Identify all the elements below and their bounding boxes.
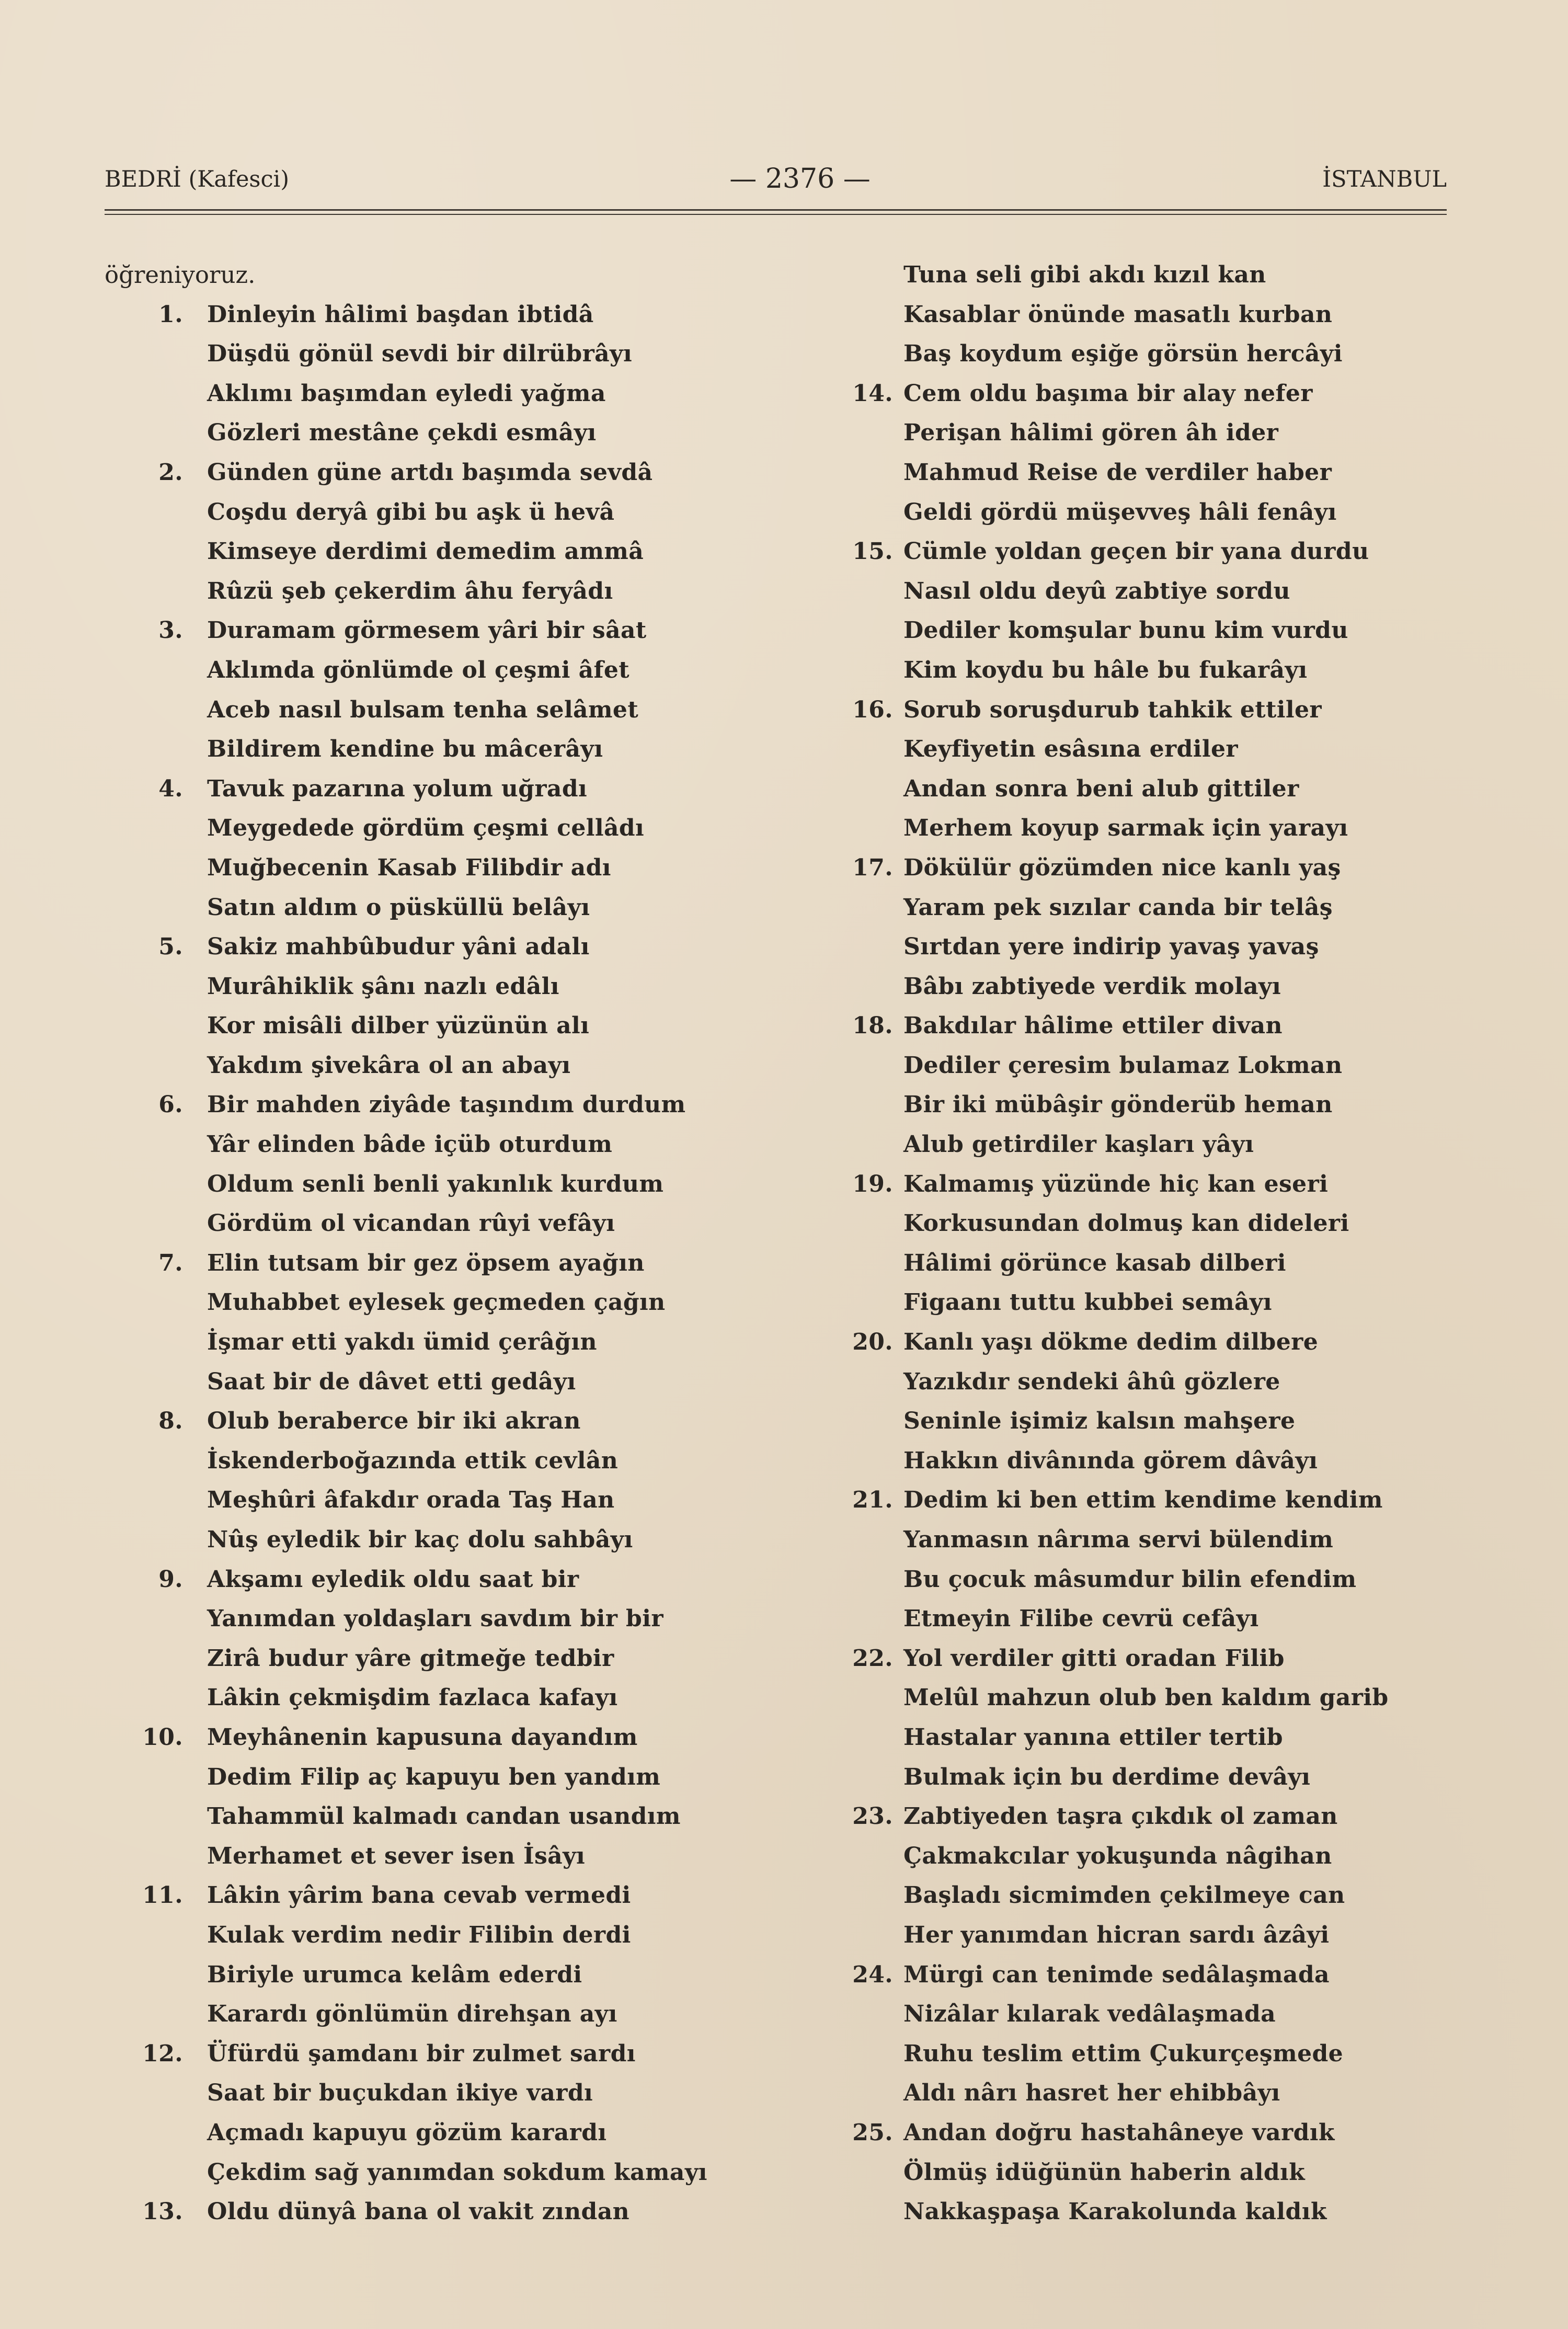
verse-line xyxy=(830,808,1473,848)
verse-line xyxy=(105,1046,800,1086)
stanza-number: 11. xyxy=(142,1882,183,1909)
verse-text: Kulak verdim nedir Filibin derdi xyxy=(207,1921,631,1948)
stanza-number: 6. xyxy=(158,1091,183,1118)
verse-text: Aldı nârı hasret her ehibbâyı xyxy=(903,2080,1280,2107)
verse-line xyxy=(830,729,1473,769)
verse-line xyxy=(830,1480,1473,1520)
stanza xyxy=(830,690,1473,848)
verse-line xyxy=(830,1401,1473,1441)
stanza-number: 10. xyxy=(142,1723,183,1751)
stanza xyxy=(105,769,800,927)
verse-text: Lâkin yârim bana cevab vermedi xyxy=(207,1882,631,1909)
verse-text: Lâkin çekmişdim fazlaca kafayı xyxy=(207,1684,618,1711)
verse-text: Kanlı yaşı dökme dedim dilbere xyxy=(903,1329,1319,1356)
verse-text: Coşdu deryâ gibi bu aşk ü hevâ xyxy=(207,498,615,526)
verse-line xyxy=(830,1441,1473,1481)
verse-text: Dedim Filip aç kapuyu ben yandım xyxy=(207,1763,661,1790)
verse-line xyxy=(830,1125,1473,1164)
verse-line xyxy=(830,255,1473,295)
verse-line xyxy=(830,295,1473,335)
verse-line xyxy=(105,1520,800,1560)
verse-line xyxy=(105,1560,800,1600)
verse-line xyxy=(105,2153,800,2193)
verse-line xyxy=(105,888,800,928)
verse-text: Her yanımdan hicran sardı âzâyi xyxy=(903,1921,1330,1948)
verse-text: Zabtiyeden taşra çıkdık ol zaman xyxy=(903,1803,1338,1830)
verse-line xyxy=(830,1876,1473,1915)
verse-text: Bâbı zabtiyede verdik molayı xyxy=(903,973,1281,1000)
verse-line xyxy=(830,848,1473,888)
stanza xyxy=(830,1164,1473,1322)
verse-line xyxy=(830,2113,1473,2153)
verse-text: Çakmakcılar yokuşunda nâgihan xyxy=(903,1842,1332,1869)
verse-text: Gözleri mestâne çekdi esmâyı xyxy=(207,419,597,447)
verse-text: Rûzü şeb çekerdim âhu feryâdı xyxy=(207,577,613,604)
verse-text: Kasablar önünde masatlı kurban xyxy=(903,301,1333,328)
verse-line xyxy=(830,532,1473,572)
verse-text: Andan doğru hastahâneye vardık xyxy=(903,2119,1335,2146)
verse-line xyxy=(105,1204,800,1243)
verse-line xyxy=(105,1243,800,1283)
verse-text: Nizâlar kılarak vedâlaşmada xyxy=(903,2001,1276,2028)
stanza xyxy=(105,611,800,769)
stanza xyxy=(830,1955,1473,2113)
stanza xyxy=(105,1560,800,1718)
verse-line xyxy=(105,1322,800,1362)
verse-line xyxy=(105,1797,800,1836)
stanza-number: 13. xyxy=(142,2198,183,2225)
stanza-number: 4. xyxy=(158,775,183,802)
verse-text: Bu çocuk mâsumdur bilin efendim xyxy=(903,1566,1357,1593)
verse-text: Seninle işimiz kalsın mahşere xyxy=(903,1408,1296,1435)
verse-line xyxy=(105,2034,800,2074)
verse-line xyxy=(830,650,1473,690)
verse-text: Etmeyin Filibe cevrü cefâyı xyxy=(903,1605,1259,1632)
stanza xyxy=(830,2113,1473,2232)
verse-line xyxy=(830,927,1473,967)
verse-line xyxy=(830,334,1473,374)
verse-line xyxy=(830,1046,1473,1086)
verse-line xyxy=(830,611,1473,650)
stanza xyxy=(830,374,1473,532)
verse-text: Oldum senli benli yakınlık kurdum xyxy=(207,1170,664,1197)
verse-text: Biriyle urumca kelâm ederdi xyxy=(207,1961,582,1988)
verse-line xyxy=(830,967,1473,1007)
verse-text: Dediler çeresim bulamaz Lokman xyxy=(903,1052,1343,1079)
verse-line xyxy=(105,532,800,572)
verse-line xyxy=(105,1480,800,1520)
stanza-number: 12. xyxy=(142,2040,183,2067)
stanza xyxy=(830,1639,1473,1797)
stanza-number: 22. xyxy=(852,1645,893,1672)
stanza-number: 15. xyxy=(852,538,893,565)
stanza-number: 7. xyxy=(158,1249,183,1276)
verse-line xyxy=(105,1994,800,2034)
stanza-number: 3. xyxy=(158,617,183,644)
verse-text: Bir mahden ziyâde taşındım durdum xyxy=(207,1091,686,1118)
verse-line xyxy=(105,2113,800,2153)
verse-line xyxy=(105,1639,800,1679)
stanza-number: 9. xyxy=(158,1566,183,1593)
verse-text: Tavuk pazarına yolum uğradı xyxy=(207,775,588,802)
verse-line xyxy=(830,888,1473,928)
verse-text: Merhamet et sever isen İsâyı xyxy=(207,1842,586,1869)
verse-text: Murâhiklik şânı nazlı edâlı xyxy=(207,973,559,1000)
verse-line xyxy=(830,1955,1473,1995)
verse-line xyxy=(830,2073,1473,2113)
verse-text: Yazıkdır sendeki âhû gözlere xyxy=(903,1368,1280,1395)
verse-text: Aklımda gönlümde ol çeşmi âfet xyxy=(207,656,630,683)
verse-text: Dinleyin hâlimi başdan ibtidâ xyxy=(207,301,594,328)
verse-line xyxy=(830,1006,1473,1046)
verse-text: Bildirem kendine bu mâcerâyı xyxy=(207,736,603,763)
stanza xyxy=(105,927,800,1085)
verse-line xyxy=(830,1560,1473,1600)
verse-line xyxy=(830,1639,1473,1679)
verse-line xyxy=(830,1757,1473,1797)
verse-line xyxy=(105,1283,800,1322)
verse-line xyxy=(830,572,1473,611)
verse-text: Yanmasın nârıma servi bülendim xyxy=(903,1526,1334,1553)
verse-line xyxy=(830,1599,1473,1639)
verse-text: Mürgi can tenimde sedâlaşmada xyxy=(903,1961,1330,1988)
verse-text: Yol verdiler gitti oradan Filib xyxy=(903,1645,1285,1672)
verse-line xyxy=(830,1678,1473,1718)
verse-line xyxy=(830,690,1473,730)
stanza-number: 18. xyxy=(852,1012,893,1040)
stanza xyxy=(830,1006,1473,1164)
stanza-number: 19. xyxy=(852,1170,893,1197)
verse-text: Meygedede gördüm çeşmi cellâdı xyxy=(207,815,645,842)
verse-text: Karardı gönlümün direhşan ayı xyxy=(207,2001,617,2028)
verse-line xyxy=(830,1994,1473,2034)
verse-line xyxy=(105,1876,800,1915)
verse-text: Perişan hâlimi gören âh ider xyxy=(903,419,1279,447)
verse-text: Meşhûri âfakdır orada Taş Han xyxy=(207,1487,615,1514)
stanza xyxy=(830,1797,1473,1955)
verse-line xyxy=(105,690,800,730)
verse-line xyxy=(830,2034,1473,2074)
verse-line xyxy=(105,848,800,888)
stanza xyxy=(830,532,1473,690)
stanza xyxy=(105,1085,800,1243)
verse-text: Elin tutsam bir gez öpsem ayağın xyxy=(207,1249,645,1276)
verse-line xyxy=(105,2073,800,2113)
verse-text: Hastalar yanına ettiler tertib xyxy=(903,1723,1283,1751)
verse-line xyxy=(105,1757,800,1797)
verse-line xyxy=(105,334,800,374)
stanza-number: 21. xyxy=(852,1487,893,1514)
verse-text: Başladı sicmimden çekilmeye can xyxy=(903,1882,1345,1909)
verse-text: İskenderboğazında ettik cevlân xyxy=(207,1447,619,1474)
verse-text: Gördüm ol vicandan rûyi vefâyı xyxy=(207,1210,615,1237)
verse-line xyxy=(830,413,1473,453)
verse-text: Yanımdan yoldaşları savdım bir bir xyxy=(207,1605,663,1632)
verse-text: Yâr elinden bâde içüb oturdum xyxy=(207,1131,613,1158)
verse-text: Nûş eyledik bir kaç dolu sahbâyı xyxy=(207,1526,633,1553)
right-column xyxy=(830,255,1473,2232)
verse-line xyxy=(105,413,800,453)
stanza-number: 24. xyxy=(852,1961,893,1988)
verse-text: Satın aldım o püsküllü belâyı xyxy=(207,894,590,921)
verse-text: Hakkın divânında görem dâvâyı xyxy=(903,1447,1318,1474)
verse-line xyxy=(105,769,800,809)
verse-text: İşmar etti yakdı ümid çerâğın xyxy=(207,1329,597,1356)
verse-text: Kalmamış yüzünde hiç kan eseri xyxy=(903,1170,1329,1197)
stanza xyxy=(830,1322,1473,1480)
verse-text: Bir iki mübâşir gönderüb heman xyxy=(903,1091,1333,1118)
verse-line xyxy=(105,611,800,650)
verse-text: Kim koydu bu hâle bu fukarâyı xyxy=(903,656,1308,683)
verse-line xyxy=(105,572,800,611)
verse-text: Merhem koyup sarmak için yarayı xyxy=(903,815,1348,842)
stanza xyxy=(105,295,800,453)
verse-text: Bakdılar hâlime ettiler divan xyxy=(903,1012,1283,1040)
stanza-number: 2. xyxy=(158,459,183,486)
verse-text: Keyfiyetin esâsına erdiler xyxy=(903,736,1238,763)
verse-line xyxy=(105,808,800,848)
stanza-number: 5. xyxy=(158,933,183,961)
verse-line xyxy=(105,1836,800,1876)
verse-text: Oldu dünyâ bana ol vakit zından xyxy=(207,2198,630,2225)
stanza xyxy=(830,1480,1473,1638)
verse-text: Sırtdan yere indirip yavaş yavaş xyxy=(903,933,1319,961)
verse-line xyxy=(105,1599,800,1639)
verse-text: Ölmüş idüğünün haberin aldık xyxy=(903,2159,1306,2186)
verse-line xyxy=(830,1204,1473,1243)
verse-line xyxy=(830,2153,1473,2193)
verse-line xyxy=(830,2192,1473,2232)
stanza-number: 20. xyxy=(852,1329,893,1356)
verse-line xyxy=(105,1915,800,1955)
verse-text: Akşamı eyledik oldu saat bir xyxy=(207,1566,579,1593)
verse-line xyxy=(830,1520,1473,1560)
verse-line xyxy=(105,295,800,335)
verse-line xyxy=(830,1164,1473,1204)
stanza-number: 25. xyxy=(852,2119,893,2146)
verse-line xyxy=(830,769,1473,809)
verse-line xyxy=(830,1362,1473,1402)
verse-line xyxy=(830,1283,1473,1322)
verse-text: Bulmak için bu derdime devâyı xyxy=(903,1763,1311,1790)
verse-text: Günden güne artdı başımda sevdâ xyxy=(207,459,653,486)
verse-line xyxy=(830,1085,1473,1125)
stanza xyxy=(105,1243,800,1401)
verse-line xyxy=(830,453,1473,493)
running-header-author: BEDRİ (Kafesci) xyxy=(105,166,290,192)
verse-text: Muhabbet eylesek geçmeden çağın xyxy=(207,1289,666,1316)
verse-line xyxy=(830,493,1473,532)
verse-text: Alub getirdiler kaşları yâyı xyxy=(903,1131,1254,1158)
verse-text: Açmadı kapuyu gözüm karardı xyxy=(207,2119,607,2146)
verse-text: Olub beraberce bir iki akran xyxy=(207,1408,581,1435)
verse-text: Dediler komşular bunu kim vurdu xyxy=(903,617,1348,644)
verse-text: Mahmud Reise de verdiler haber xyxy=(903,459,1332,486)
verse-text: Tuna seli gibi akdı kızıl kan xyxy=(903,261,1266,288)
stanza xyxy=(105,1876,800,2034)
stanza xyxy=(105,453,800,611)
header-rule xyxy=(105,209,1447,215)
verse-line xyxy=(105,1955,800,1995)
verse-text: Korkusundan dolmuş kan dideleri xyxy=(903,1210,1349,1237)
verse-text: Saat bir de dâvet etti gedâyı xyxy=(207,1368,576,1395)
verse-text: Baş koydum eşiğe görsün hercâyi xyxy=(903,340,1343,368)
verse-line xyxy=(105,2192,800,2232)
verse-text: Duramam görmesem yâri bir sâat xyxy=(207,617,647,644)
verse-line xyxy=(105,1362,800,1402)
verse-text: Muğbecenin Kasab Filibdir adı xyxy=(207,854,611,881)
verse-text: Aklımı başımdan eyledi yağma xyxy=(207,380,606,407)
stanza-number: 8. xyxy=(158,1408,183,1435)
verse-line xyxy=(105,1125,800,1164)
verse-text: Ruhu teslim ettim Çukurçeşmede xyxy=(903,2040,1344,2067)
verse-text: Geldi gördü müşevveş hâli fenâyı xyxy=(903,498,1337,526)
stanza-number: 14. xyxy=(852,380,893,407)
verse-text: Meyhânenin kapusuna dayandım xyxy=(207,1723,638,1751)
verse-text: Sakiz mahbûbudur yâni adalı xyxy=(207,933,590,961)
verse-line xyxy=(105,453,800,493)
verse-text: Hâlimi görünce kasab dilberi xyxy=(903,1249,1286,1276)
stanza-number: 23. xyxy=(852,1803,893,1830)
verse-line xyxy=(105,967,800,1007)
verse-line xyxy=(105,374,800,414)
stanza xyxy=(105,2034,800,2192)
verse-line xyxy=(830,1718,1473,1757)
verse-text: Aceb nasıl bulsam tenha selâmet xyxy=(207,696,639,723)
verse-text: Dedim ki ben ettim kendime kendim xyxy=(903,1487,1383,1514)
verse-text: Düşdü gönül sevdi bir dilrübrâyı xyxy=(207,340,633,368)
left-column xyxy=(105,255,800,2232)
running-header-place: İSTANBUL xyxy=(1322,166,1447,192)
stanza-number: 1. xyxy=(158,301,183,328)
verse-text: Cem oldu başıma bir alay nefer xyxy=(903,380,1313,407)
verse-line xyxy=(105,1718,800,1757)
verse-text: Figaanı tuttu kubbei semâyı xyxy=(903,1289,1272,1316)
verse-line xyxy=(105,1678,800,1718)
stanza xyxy=(105,2192,800,2232)
verse-line xyxy=(105,1085,800,1125)
verse-line xyxy=(830,1322,1473,1362)
stanza-number: 16. xyxy=(852,696,893,723)
verse-text: Yakdım şivekâra ol an abayı xyxy=(207,1052,571,1079)
verse-line xyxy=(105,927,800,967)
verse-text: Üfürdü şamdanı bir zulmet sardı xyxy=(207,2040,636,2067)
stanza xyxy=(105,1718,800,1876)
verse-line xyxy=(105,1441,800,1481)
verse-line xyxy=(105,729,800,769)
verse-text: Nakkaşpaşa Karakolunda kaldık xyxy=(903,2198,1327,2225)
lead-text: öğreniyoruz. xyxy=(105,261,256,289)
verse-line xyxy=(830,1243,1473,1283)
verse-line xyxy=(830,1836,1473,1876)
page-number: — 2376 — xyxy=(729,163,871,195)
verse-line xyxy=(105,1401,800,1441)
verse-text: Çekdim sağ yanımdan sokdum kamayı xyxy=(207,2159,707,2186)
verse-text: Yaram pek sızılar canda bir telâş xyxy=(903,894,1333,921)
verse-line xyxy=(830,1797,1473,1836)
stanza xyxy=(830,255,1473,374)
verse-text: Zirâ budur yâre gitmeğe tedbir xyxy=(207,1645,614,1672)
verse-text: Melûl mahzun olub ben kaldım garib xyxy=(903,1684,1389,1711)
stanza xyxy=(105,1401,800,1559)
verse-text: Andan sonra beni alub gittiler xyxy=(903,775,1299,802)
verse-line xyxy=(105,493,800,532)
stanza-number: 17. xyxy=(852,854,893,881)
verse-line xyxy=(105,1006,800,1046)
stanza xyxy=(830,848,1473,1006)
verse-text: Cümle yoldan geçen bir yana durdu xyxy=(903,538,1369,565)
verse-text: Saat bir buçukdan ikiye vardı xyxy=(207,2080,593,2107)
verse-text: Nasıl oldu deyû zabtiye sordu xyxy=(903,577,1290,604)
verse-text: Dökülür gözümden nice kanlı yaş xyxy=(903,854,1341,881)
verse-text: Kimseye derdimi demedim ammâ xyxy=(207,538,644,565)
verse-text: Tahammül kalmadı candan usandım xyxy=(207,1803,681,1830)
verse-text: Kor misâli dilber yüzünün alı xyxy=(207,1012,590,1040)
verse-text: Sorub soruşdurub tahkik ettiler xyxy=(903,696,1322,723)
verse-line xyxy=(105,1164,800,1204)
verse-line xyxy=(830,374,1473,414)
verse-line xyxy=(830,1915,1473,1955)
verse-line xyxy=(105,650,800,690)
